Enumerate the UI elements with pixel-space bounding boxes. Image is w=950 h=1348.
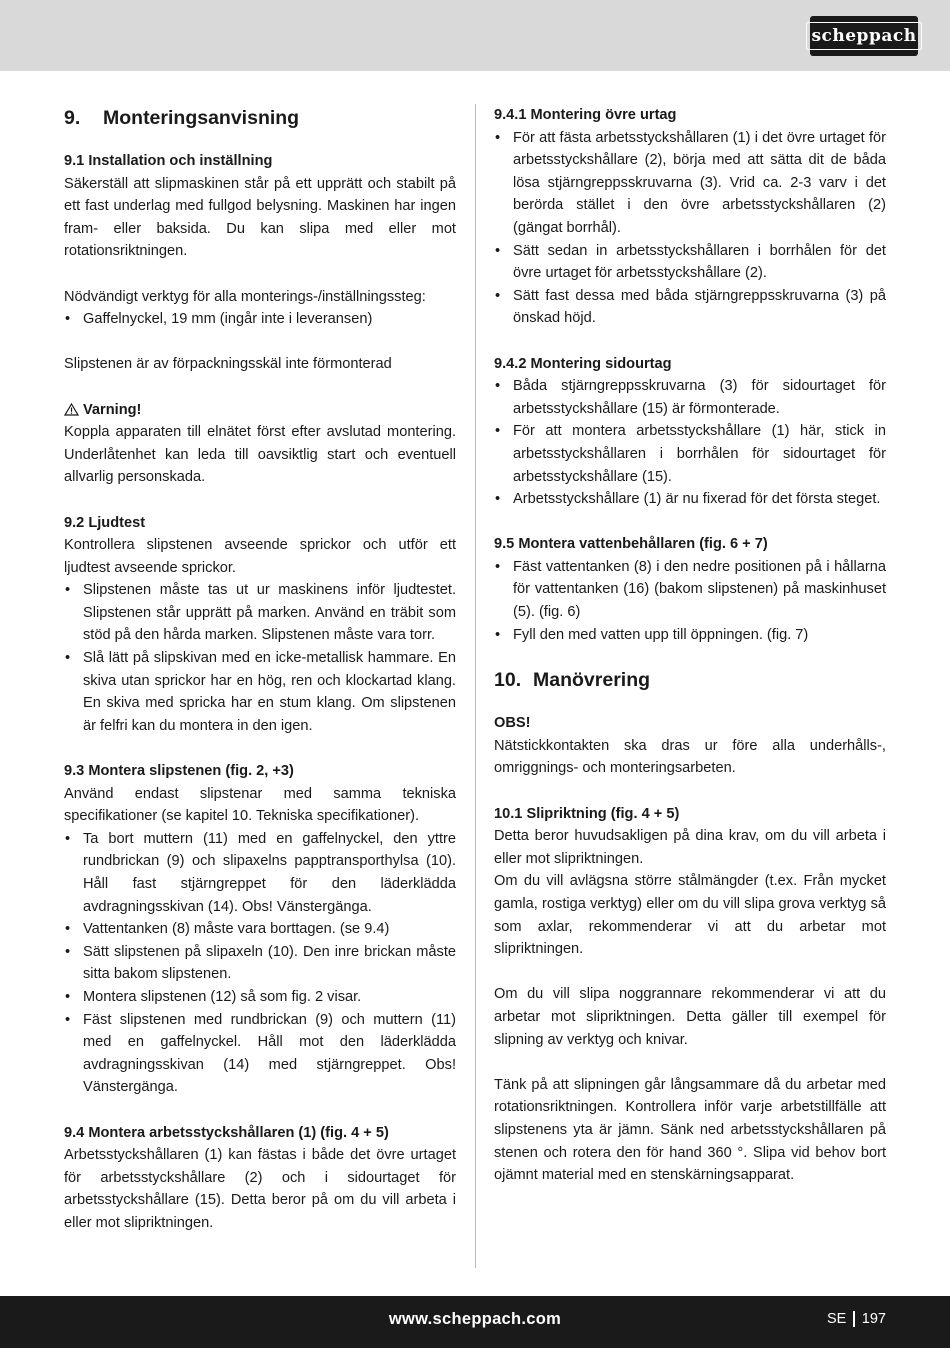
paragraph: Om du vill avlägsna större stålmängder (t.ex. Från mycket gamla, rostiga verktyg) eller om du vill slipa grova verktyg så som axlar, rekommenderar vi att du arbetar mot slipriktningen. [494,873,886,958]
subsection-9-4-1-title: 9.4.1 Montering övre urtag [494,107,677,123]
section-title: Manövrering [533,669,651,692]
list-item: • Sätt fast dessa med båda stjärngreppsskruvarna (3) på önskad höjd. [494,285,886,330]
section-number: 10. [494,669,522,692]
obs-title: OBS! [494,715,531,732]
paragraph: Slipstenen är av förpackningsskäl inte förmonterad [64,356,392,373]
paragraph: Nödvändigt verktyg för alla monterings-/inställningssteg: [64,288,426,305]
paragraph: Tänk på att slipningen går långsammare då du arbetar med rotationsriktningen. Kontrollera inför varje arbetstillfälle att slipstenens yta är jämn. Sänk ned arbetsstyckshållaren på stenen och rotera den för hand 360 °. Slipa vid behov bort ojämnt material med en stenskärningsapparat. [494,1076,886,1184]
subsection-9-4-2-title: 9.4.2 Montering sidourtag [494,355,672,372]
subsection-9-2-title: 9.2 Ljudtest [64,514,146,531]
warning-heading [64,399,456,422]
subsection-9-5-title: 9.5 Montera vattenbehållaren (fig. 6 + 7) [494,536,768,553]
list-item: • Slå lätt på slipskivan med en icke-metallisk hammare. En skiva utan sprickor har en hög, ren och klockartad klang. En skiva med spricka har en stum klang. Om slipstenen är felfri kan du montera in den igen. [64,647,456,737]
upper-mount-list [494,127,886,330]
paragraph: Detta beror huvudsakligen på dina krav, om du vill arbeta i eller mot slipriktningen. [494,828,886,867]
section-number: 9. [64,107,81,129]
list-item: • Vattentanken (8) måste vara borttagen. (se 9.4) [64,918,456,941]
footer-bar [0,1296,950,1348]
water-tank-list [494,556,886,646]
warning-title: Varning! [83,401,142,418]
list-item: • Gaffelnyckel, 19 mm (ingår inte i leveransen) [64,308,456,331]
paragraph: Om du vill slipa noggrannare rekommenderar vi att du arbetar mot slipriktningen. Detta gäller till exempel för slipning av verktyg och knivar. [494,986,886,1048]
paragraph: Säkerställ att slipmaskinen står på ett upprätt och stabilt på ett fast underlag med fullgod belysning. Maskinen har ingen fram- eller baksida. Du kan slipa med eller mot rotationsriktningen. [64,175,456,260]
side-mount-list [494,375,886,511]
paragraph: Arbetsstyckshållaren (1) kan fästas i både det övre urtaget för arbetsstyckshållare (2) och i sidourtaget för arbetsstyckshållare (15). Detta beror på om du vill arbeta i eller mot slipriktningen. [64,1147,456,1231]
sound-test-list [64,579,456,737]
column-divider [475,104,476,1268]
section-10-heading [494,666,886,694]
header-bar [0,0,950,71]
warning-triangle-icon [64,403,79,416]
list-item: • Sätt sedan in arbetsstyckshållaren i borrhålen för det övre urtaget för arbetsstyckshållare (2). [494,240,886,285]
paragraph: Nätstickkontakten ska dras ur före alla underhålls-, omriggnings- och monteringsarbeten. [494,737,886,777]
separator [853,1311,855,1327]
page-indicator [827,1311,886,1327]
tools-list [64,308,456,331]
section-9-heading [64,104,456,132]
list-item: • Fyll den med vatten upp till öppningen. (fig. 7) [494,624,886,647]
paragraph: Kontrollera slipstenen avseende sprickor och utför ett ljudtest avseende sprickor. [64,537,456,576]
subsection-10-1-title: 10.1 Slipriktning (fig. 4 + 5) [494,805,680,822]
scheppach-logo [810,16,918,56]
section-title: Monteringsanvisning [103,107,300,129]
logo-text: scheppach [806,22,921,50]
list-item: • Sätt slipstenen på slipaxeln (10). Den inre brickan måste sitta bakom slipstenen. [64,941,456,986]
subsection-9-4-title: 9.4 Montera arbetsstyckshållaren (1) (fig. 4 + 5) [64,1124,389,1141]
list-item: • Arbetsstyckshållare (1) är nu fixerad för det första steget. [494,488,886,511]
list-item: • Montera slipstenen (12) så som fig. 2 visar. [64,986,456,1009]
list-item: • För att montera arbetsstyckshållare (1) här, stick in arbetsstyckshållaren i borrhålen för sidourtaget för arbetsstyckshållare (15). [494,420,886,488]
list-item: • För att fästa arbetsstyckshållaren (1) i det övre urtaget för arbetsstyckshållare (2), börja med att sätta dit de båda lösa stjärngreppsskruvarna (3). Vrid ca. 2-3 varv i det berörda stället i den övre arbetsstyckshållaren (2) (gängat borrhål). [494,127,886,240]
subsection-9-3-title: 9.3 Montera slipstenen (fig. 2, +3) [64,763,294,780]
language-code: SE [826,1311,847,1327]
list-item: • Ta bort muttern (11) med en gaffelnyckel, den yttre rundbrickan (9) och slipaxelns papptransporthylsa (10). Håll fast stjärngreppet för den läderklädda avdragningsskivan (14). Obs! Vänstergänga. [64,828,456,918]
list-item: • Fäst vattentanken (8) i den nedre positionen på i hållarna för vattentanken (16) (bakom slipstenen) på maskinhuset (5). (fig. 6) [494,556,886,624]
list-item: • Fäst slipstenen med rundbrickan (9) och muttern (11) med en gaffelnyckel. Håll mot den läderklädda avdragningsskivan (14) med stjärngreppet. Obs! Vänstergänga. [64,1009,456,1099]
paragraph: Använd endast slipstenar med samma tekniska specifikationer (se kapitel 10. Tekniska specifikationer). [64,785,456,825]
list-item: • Slipstenen måste tas ut ur maskinens inför ljudtestet. Slipstenen står upprätt på marken. Använd en träbit som stöd på den hårda marken. Slipstenen måste vara torr. [64,579,456,647]
website-link[interactable]: www.scheppach.com [388,1310,562,1328]
list-item: • Båda stjärngreppsskruvarna (3) för sidourtaget för arbetsstyckshållare (15) är förmonterade. [494,375,886,420]
subsection-9-1-title: 9.1 Installation och inställning [64,153,273,169]
left-column [64,104,456,1235]
warning-text: Koppla apparaten till elnätet först efter avslutad montering. Underlåtenhet kan leda till oavsiktlig start och eventuell allvarlig personskada. [64,424,456,486]
mounting-steps-list [64,828,456,1099]
page-number: 197 [861,1311,886,1327]
right-column [494,104,886,1187]
